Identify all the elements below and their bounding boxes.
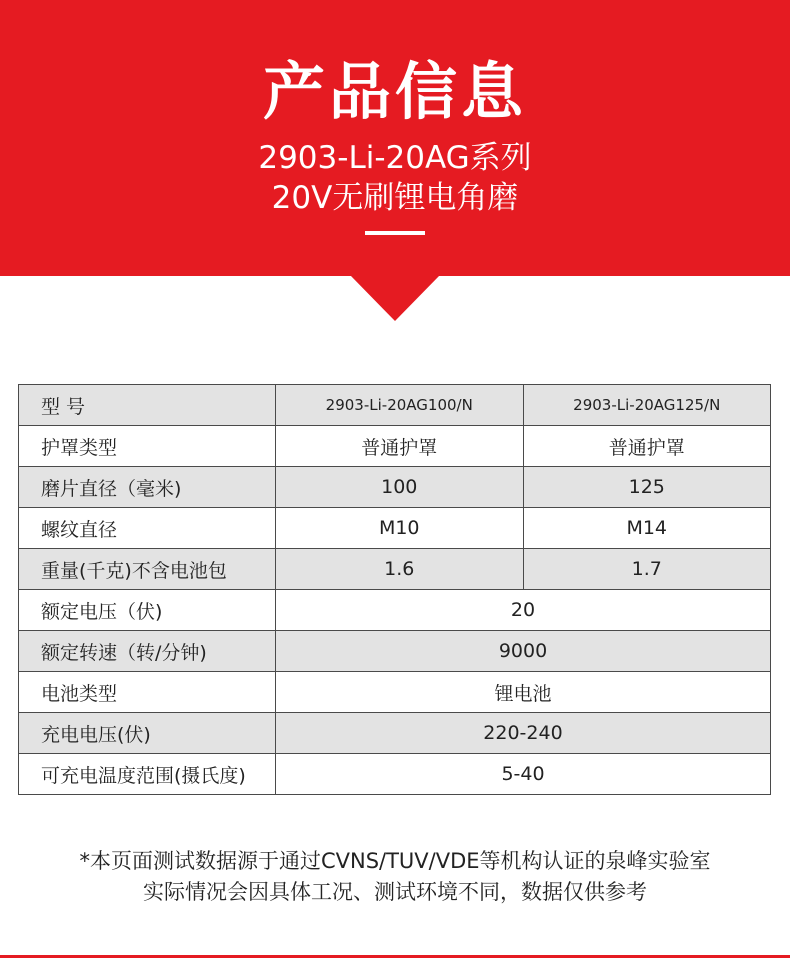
page-title: 产品信息 bbox=[262, 55, 527, 128]
spec-table bbox=[18, 384, 771, 795]
row-label: 可充电温度范围(摄氏度) bbox=[19, 754, 276, 795]
value-cell: M10 bbox=[276, 508, 524, 549]
row-label: 重量(千克)不含电池包 bbox=[19, 549, 276, 590]
row-label: 螺纹直径 bbox=[19, 508, 276, 549]
row-label: 护罩类型 bbox=[19, 426, 276, 467]
header-banner bbox=[0, 0, 790, 276]
value-cell: 1.6 bbox=[276, 549, 524, 590]
table-row bbox=[19, 672, 771, 713]
value-cell: 9000 bbox=[276, 631, 771, 672]
value-cell: 100 bbox=[276, 467, 524, 508]
model-cell: 2903-Li-20AG125/N bbox=[523, 385, 771, 426]
table-row bbox=[19, 426, 771, 467]
row-label: 磨片直径（毫米) bbox=[19, 467, 276, 508]
value-cell: 1.7 bbox=[523, 549, 771, 590]
table-row-model bbox=[19, 385, 771, 426]
product-series: 2903-Li-20AG系列 bbox=[258, 140, 532, 176]
table-row bbox=[19, 754, 771, 795]
title-divider bbox=[365, 231, 425, 235]
footnote-line: 实际情况会因具体工况、测试环境不同，数据仅供参考 bbox=[143, 880, 647, 904]
value-cell: 5-40 bbox=[276, 754, 771, 795]
footnote-line: *本页面测试数据源于通过CVNS/TUV/VDE等机构认证的泉峰实验室 bbox=[79, 849, 711, 873]
table-row bbox=[19, 549, 771, 590]
table-row bbox=[19, 508, 771, 549]
value-cell: 125 bbox=[523, 467, 771, 508]
value-cell: 20 bbox=[276, 590, 771, 631]
value-cell: 锂电池 bbox=[276, 672, 771, 713]
row-label: 电池类型 bbox=[19, 672, 276, 713]
row-label: 额定转速（转/分钟) bbox=[19, 631, 276, 672]
model-cell: 2903-Li-20AG100/N bbox=[276, 385, 524, 426]
table-row bbox=[19, 467, 771, 508]
row-label: 额定电压（伏) bbox=[19, 590, 276, 631]
value-cell: 普通护罩 bbox=[276, 426, 524, 467]
row-label: 型 号 bbox=[19, 385, 276, 426]
value-cell: 普通护罩 bbox=[523, 426, 771, 467]
table-row bbox=[19, 631, 771, 672]
row-label: 充电电压(伏) bbox=[19, 713, 276, 754]
table-row bbox=[19, 713, 771, 754]
value-cell: 220-240 bbox=[276, 713, 771, 754]
value-cell: M14 bbox=[523, 508, 771, 549]
product-name: 20V无刷锂电角磨 bbox=[271, 180, 519, 216]
table-row bbox=[19, 590, 771, 631]
banner-arrow-notch bbox=[350, 275, 440, 321]
